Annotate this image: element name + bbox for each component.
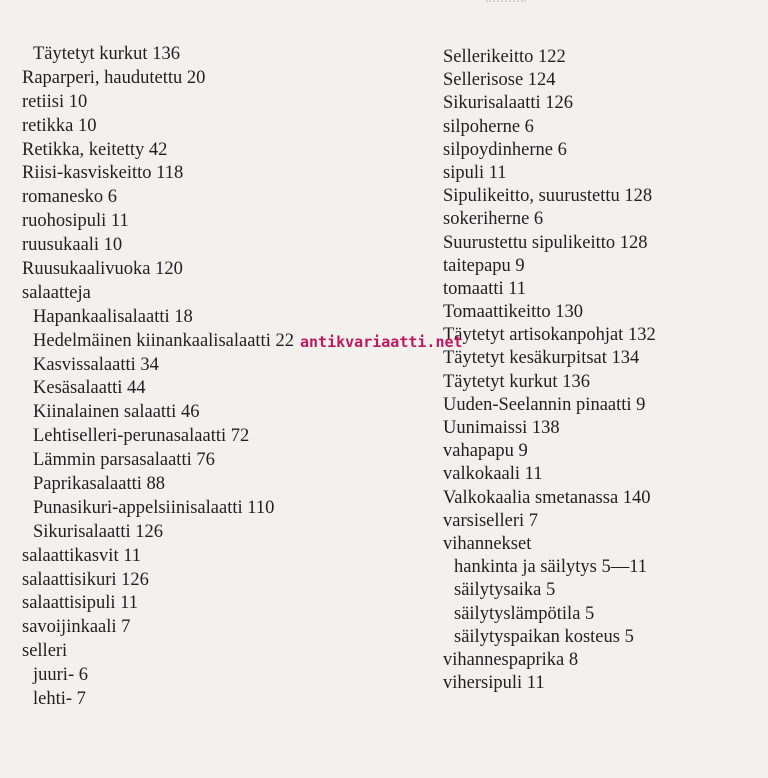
index-subentry: Täytetyt kurkut 136 — [33, 44, 180, 64]
index-subentry: Paprikasalaatti 88 — [33, 474, 166, 495]
index-entry: savoijinkaali 7 — [22, 617, 131, 638]
watermark: antikvariaatti.net — [300, 333, 463, 351]
index-entry: Sipulikeitto, suurustettu 128 — [443, 186, 653, 207]
index-subentry: juuri- 6 — [33, 665, 88, 686]
index-column-right — [443, 46, 763, 695]
index-subentry: hankinta ja säilytys 5—11 — [454, 557, 648, 578]
index-entry: Uunimaissi 138 — [443, 418, 560, 438]
index-subentry: lehti- 7 — [33, 689, 86, 710]
index-column-left — [22, 43, 422, 712]
index-entry: silpoherne 6 — [443, 116, 534, 137]
index-entry: selleri — [22, 641, 68, 662]
index-entry: retikka 10 — [22, 115, 97, 136]
index-entry: tomaatti 11 — [443, 278, 527, 299]
index-subentry: Kesäsalaatti 44 — [33, 378, 146, 399]
index-entry: Täytetyt kurkut 136 — [443, 371, 590, 392]
index-entry: Raparperi, haudutettu 20 — [22, 67, 206, 88]
index-entry: varsiselleri 7 — [443, 510, 539, 531]
index-entry: ruusukaali 10 — [22, 235, 123, 256]
index-entry: vihannespaprika 8 — [443, 649, 579, 670]
index-subentry: Kasvissalaatti 34 — [33, 354, 159, 375]
index-subentry: säilytyslämpötila 5 — [454, 603, 595, 624]
index-entry: Ruusukaalivuoka 120 — [22, 259, 183, 280]
index-entry: Sikurisalaatti 126 — [443, 93, 573, 114]
index-subentry: Hapankaalisalaatti 18 — [33, 306, 193, 327]
index-entry: valkokaali 11 — [443, 464, 543, 485]
index-entry: sokeriherne 6 — [443, 209, 544, 230]
index-subentry: Hedelmäinen kiinankaalisalaatti 22 — [33, 330, 294, 351]
index-entry: Täytetyt kesäkurpitsat 134 — [443, 348, 640, 369]
index-subentry: säilytysaika 5 — [454, 580, 556, 601]
index-entry: salaatteja — [22, 282, 91, 303]
index-subentry: Sikurisalaatti 126 — [33, 521, 163, 542]
index-entry: sipuli 11 — [443, 162, 507, 183]
index-entry: Retikka, keitetty 42 — [22, 139, 168, 160]
index-entry: romanesko 6 — [22, 187, 118, 208]
index-subentry: Kiinalainen salaatti 46 — [33, 402, 200, 423]
index-entry: salaattisikuri 126 — [22, 569, 149, 590]
index-subentry: Punasikuri-appelsiinisalaatti 110 — [33, 497, 275, 518]
index-entry: silpoydinherne 6 — [443, 139, 567, 160]
index-entry: vihersipuli 11 — [443, 673, 545, 694]
index-entry: Tomaattikeitto 130 — [443, 302, 583, 323]
index-entry: Suurustettu sipulikeitto 128 — [443, 232, 648, 253]
index-entry: taitepapu 9 — [443, 255, 525, 276]
index-entry: vihannekset — [443, 533, 532, 554]
index-entry: Täytetyt artisokanpohjat 132 — [443, 325, 656, 346]
index-entry: Sellerikeitto 122 — [443, 47, 566, 67]
page-edge-mark — [486, 0, 526, 8]
index-entry: retiisi 10 — [22, 91, 88, 112]
index-entry: Riisi-kasviskeitto 118 — [22, 163, 184, 184]
index-entry: Valkokaalia smetanassa 140 — [443, 487, 651, 508]
index-entry: salaattisipuli 11 — [22, 593, 138, 614]
index-subentry: Lehtiselleri-perunasalaatti 72 — [33, 426, 250, 447]
index-entry: vahapapu 9 — [443, 441, 528, 462]
index-entry: salaattikasvit 11 — [22, 545, 142, 566]
index-entry: Sellerisose 124 — [443, 70, 556, 91]
index-subentry: säilytyspaikan kosteus 5 — [454, 626, 634, 647]
index-entry: ruohosipuli 11 — [22, 211, 129, 232]
index-subentry: Lämmin parsasalaatti 76 — [33, 450, 215, 471]
index-entry: Uuden-Seelannin pinaatti 9 — [443, 394, 646, 415]
